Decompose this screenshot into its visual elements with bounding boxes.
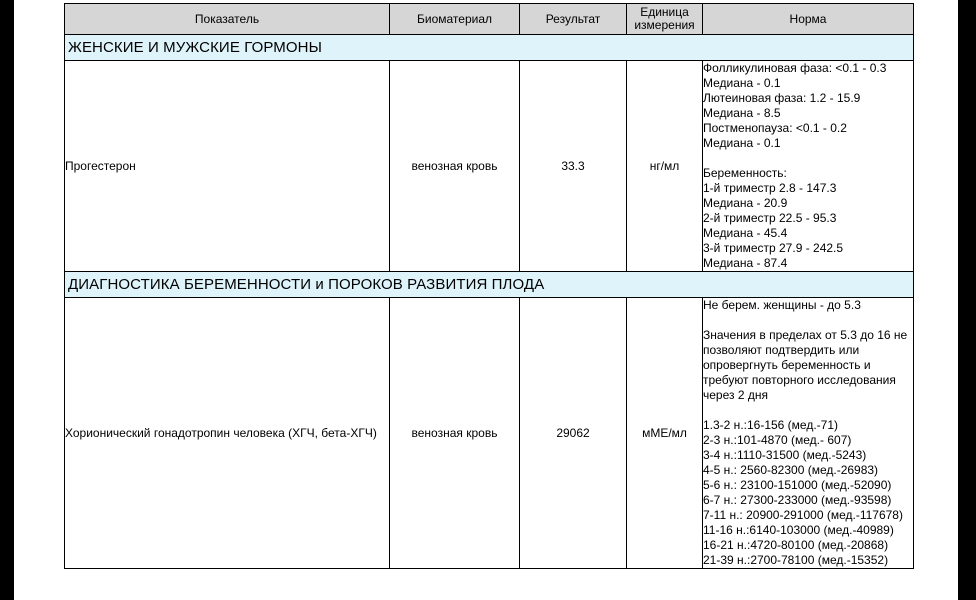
table-row-hcg — [65, 298, 914, 569]
header-indicator: Показатель — [65, 4, 390, 35]
row-unit: нг/мл — [627, 61, 703, 272]
table-row-progesterone — [65, 61, 914, 272]
row-biomaterial: венозная кровь — [390, 298, 520, 569]
header-unit — [627, 4, 703, 35]
section-title: ДИАГНОСТИКА БЕРЕМЕННОСТИ и ПОРОКОВ РАЗВИТИЯ ПЛОДА — [65, 272, 914, 298]
document-page — [14, 0, 958, 600]
header-unit-line2: измерения — [634, 18, 695, 32]
row-indicator-name: Хорионический гонадотропин человека (ХГЧ, бета-ХГЧ) — [65, 298, 390, 569]
row-unit: мМЕ/мл — [627, 298, 703, 569]
section-row-hormones — [65, 35, 914, 61]
section-title: ЖЕНСКИЕ И МУЖСКИЕ ГОРМОНЫ — [65, 35, 914, 61]
header-result: Результат — [520, 4, 627, 35]
header-unit-line1: Единица — [640, 5, 689, 19]
row-result-value: 33.3 — [520, 61, 627, 272]
row-biomaterial: венозная кровь — [390, 61, 520, 272]
header-biomaterial: Биоматериал — [390, 4, 520, 35]
lab-results-table — [64, 3, 914, 569]
row-reference-norm: Не берем. женщины - до 5.3 Значения в пределах от 5.3 до 16 не позволяют подтвердить или опровергнуть беременность и требуют повторного исследования через 2 дня 1.3-2 н.:16-156 (мед.-71) 2-3 н.:101-4870 (мед.- 607) 3-4 н.:1110-31500 (мед.-5243) 4-5 н.: 2560-82300 (мед.-26983) 5-6 н.: 23100-151000 (мед.-52090) 6-7 н.: 27300-233000 (мед.-93598) 7-11 н.: 20900-291000 (мед.-117678) 11-16 н.:6140-103000 (мед.-40989) 16-21 н.:4720-80100 (мед.-20868) 21-39 н.:2700-78100 (мед.-15352) — [703, 298, 914, 569]
row-reference-norm: Фолликулиновая фаза: <0.1 - 0.3 Медиана - 0.1 Лютеиновая фаза: 1.2 - 15.9 Медиана - 8.5 Постменопауза: <0.1 - 0.2 Медиана - 0.1 Беременность: 1-й триместр 2.8 - 147.3 Медиана - 20.9 2-й триместр 22.5 - 95.3 Медиана - 45.4 3-й триместр 27.9 - 242.5 Медиана - 87.4 — [703, 61, 914, 272]
header-norm: Норма — [703, 4, 914, 35]
row-result-value: 29062 — [520, 298, 627, 569]
section-row-pregnancy — [65, 272, 914, 298]
table-header — [65, 4, 914, 35]
row-indicator-name: Прогестерон — [65, 61, 390, 272]
